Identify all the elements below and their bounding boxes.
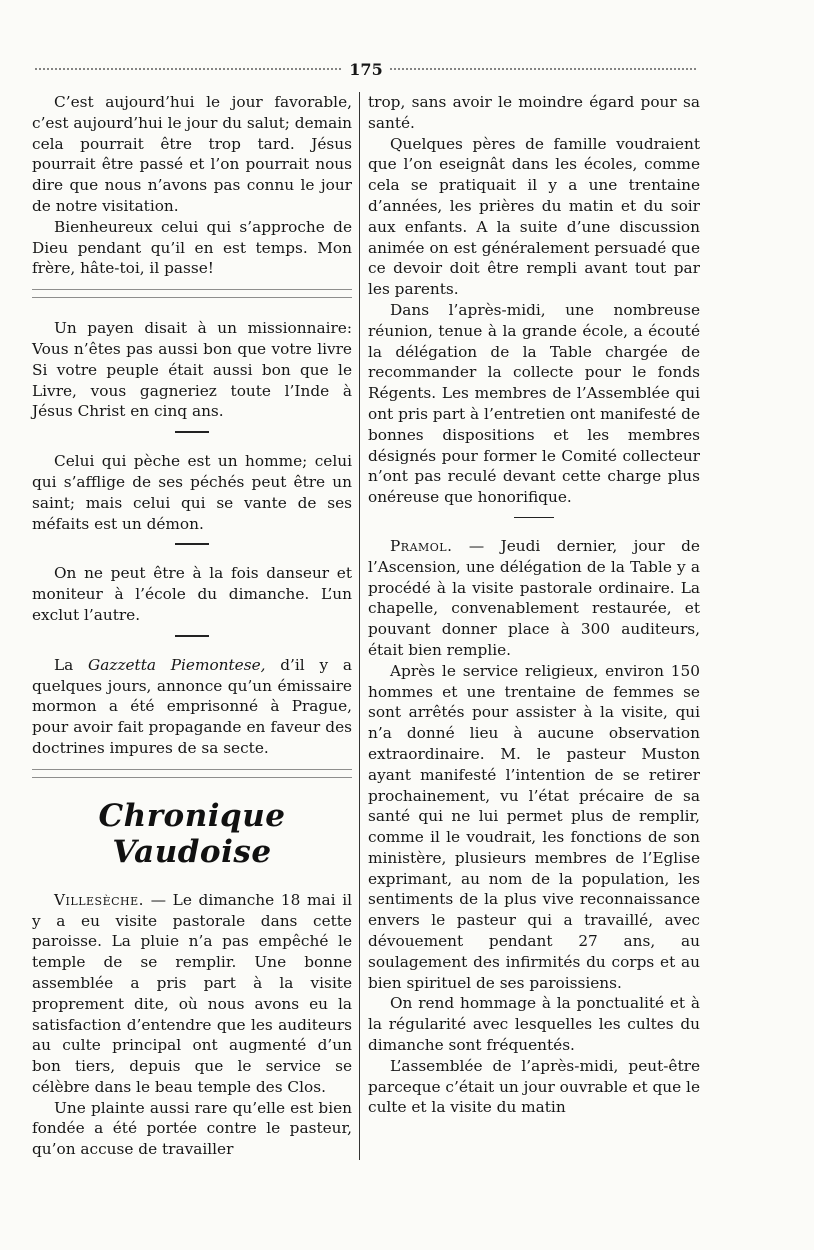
paragraph: Une plainte aussi rare qu’elle est bien fondée a été portée contre le pasteur, qu’on accuse de travailler (32, 1098, 352, 1159)
paragraph-rest: — Le dimanche 18 mai il y a eu visite pastorale dans cette paroisse. La pluie n’a pas empêché le temple de se remplir. Une bonne assemblée a pris part à la visite proprement dite, où nous avons eu la satisfaction d’entendre que les auditeurs au culte principal ont augmenté d’un bon tiers, depuis que le service se célèbre dans le beau temple des Clos. (32, 890, 352, 1096)
header-ornament-right (389, 66, 698, 72)
paragraph: trop, sans avoir le moindre égard pour sa santé. (368, 93, 700, 132)
paragraph: Quelques pères de famille voudraient que l’on eseignât dans les écoles, comme cela se pratiquait il y a une trentaine d’années, les prières du matin et du soir aux enfants. A la suite d’une discussion animée on est généralement persuadé que ce devoir doit être rempli avant tout par les parents. (368, 134, 700, 299)
short-rule-separator (175, 431, 209, 433)
double-rule-separator (32, 769, 352, 778)
place-name: Villesèche. (54, 890, 144, 909)
paragraph: Après le service religieux, environ 150 hommes et une trentaine de femmes se sont arrêtés pour assister à la visite, qui n’a donné lieu à aucune observation extraordinaire. M. le pasteur Muston ayant manifesté l’intention de se retirer prochainement, vu l’état précaire de sa santé qui ne lui permet plus de remplir, comme il le voudrait, les fonctions de son ministère, plusieurs membres de l’Eglise exprimant, au nom de la population, les sentiments de la plus vive reconnaissance envers le pasteur qui a travaillé, avec dévouement pendant 27 ans, au soulagement des infirmités du corps et au bien spirituel de ses paroissiens. (368, 661, 700, 992)
right-column (368, 92, 700, 1118)
paragraph: Dans l’après-midi, une nombreuse réunion, tenue à la grande école, a écouté la délégation de la Table chargée de recommander la collecte pour le fonds Régents. Les membres de l’Assemblée qui ont pris part à l’entretien ont manifesté de bonnes dispositions et les membres désignés pour former le Comité collecteur n’ont pas reculé devant cette charge plus onéreuse que honorifique. (368, 300, 700, 507)
paragraph-pramol (368, 536, 700, 661)
header-ornament-left (34, 66, 343, 72)
page-header (34, 58, 698, 80)
paragraph-rest: — Jeudi dernier, jour de l’Ascension, une délégation de la Table y a procédé à la visite pastorale ordinaire. La chapelle, convenablement restaurée, et pouvant donner place à 300 auditeurs, était bien remplie. (368, 536, 700, 659)
column-divider (359, 92, 360, 1160)
paragraph-rest: d’il y a quelques jours, annonce qu’un émissaire mormon a été emprisonné à Prague, pour avoir fait propagande en faveur des doctrines impures de sa secte. (32, 655, 352, 757)
place-name: Pramol. (390, 536, 453, 555)
paragraph: Bienheureux celui qui s’approche de Dieu pendant qu’il en est temps. Mon frère, hâte-toi, il passe! (32, 217, 352, 278)
paragraph-gazzetta (32, 655, 352, 759)
paragraph: On rend hommage à la ponctualité et à la régularité avec lesquelles les cultes du dimanche sont fréquentés. (368, 994, 700, 1055)
paragraph: C’est aujourd’hui le jour favorable, c’est aujourd’hui le jour du salut; demain cela pourrait être trop tard. Jésus pourrait être passé et l’on pourrait nous dire que nous n’avons pas connu le jour de notre visitation. (32, 93, 352, 215)
short-rule-separator (175, 635, 209, 637)
double-rule-separator (32, 289, 352, 298)
short-rule-separator (514, 517, 554, 518)
newspaper-title: Gazzetta Piemontese, (88, 655, 266, 674)
section-title: Chronique Vaudoise (98, 797, 286, 870)
paragraph-lead: La (54, 655, 74, 674)
paragraph: Un payen disait à un missionnaire: Vous n’êtes pas aussi bon que votre livre Si votre peuple était aussi bon que le Livre, vous gagneriez toute l’Inde à Jésus Christ en cinq ans. (32, 319, 352, 421)
short-rule-separator (175, 543, 209, 545)
page-number: 175 (349, 59, 383, 79)
left-column (32, 92, 352, 1160)
paragraph: On ne peut être à la fois danseur et moniteur à l’école du dimanche. L’un exclut l’autre. (32, 564, 352, 624)
paragraph: Celui qui pèche est un homme; celui qui s’afflige de ses péchés peut être un saint; mais celui qui se vante de ses méfaits est un démon. (32, 452, 352, 533)
paragraph: L’assemblée de l’après-midi, peut-être parceque c’était un jour ouvrable et que le culte et la visite du matin (368, 1056, 700, 1117)
paragraph-villeseche (32, 890, 352, 1098)
